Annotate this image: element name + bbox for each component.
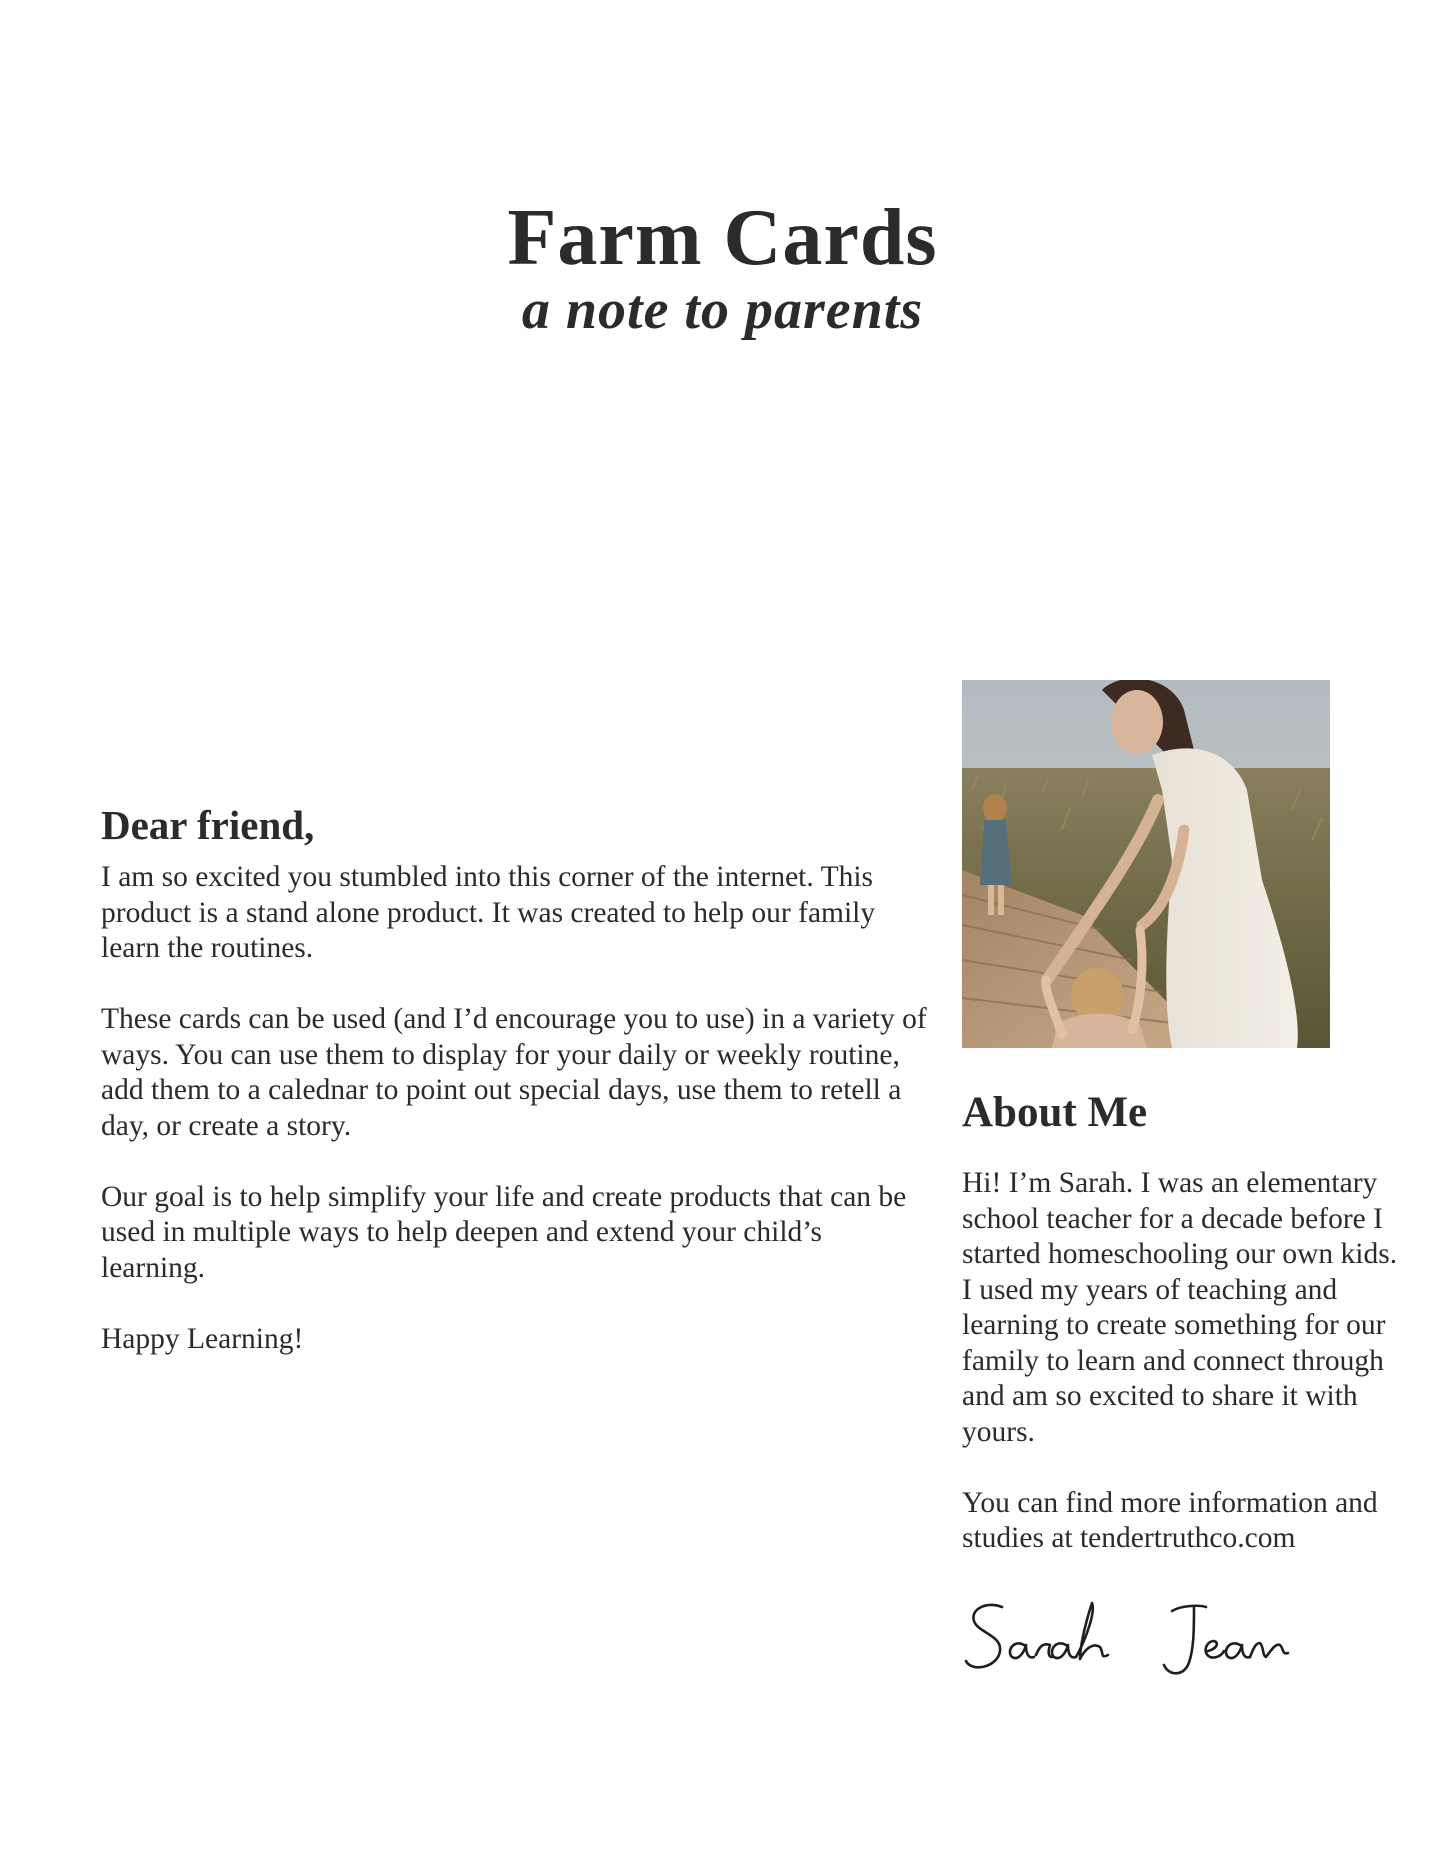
letter-greeting: Dear friend, xyxy=(101,802,315,848)
letter-closing: Happy Learning! xyxy=(101,1322,304,1355)
signature xyxy=(962,1595,1292,1690)
about-paragraph-1: Hi! I’m Sarah. I was an elementary school teacher for a decade before I started homeschooling our own kids. I used my years of teaching and learning to create something for our family to learn and connect through and am so excited to share it with yours. xyxy=(962,1167,1398,1448)
page-title: Farm Cards xyxy=(507,194,938,282)
about-paragraph-2: You can find more information and studies at tendertruthco.com xyxy=(962,1486,1378,1554)
letter-section xyxy=(101,800,931,1393)
about-title: About Me xyxy=(962,1089,1148,1136)
letter-paragraph-1: I am so excited you stumbled into this corner of the internet. This product is a stand alone product. It was created to help our family learn the routines. xyxy=(101,861,876,964)
letter-paragraph-3: Our goal is to help simplify your life and create products that can be used in multiple ways to help deepen and extend your child’s learning. xyxy=(101,1180,907,1284)
page-header xyxy=(0,196,1445,340)
letter-paragraph-2: These cards can be used (and I’d encourage you to use) in a variety of ways. You can use them to display for your daily or weekly routine, add them to a calednar to point out special days, use them to retell a day, or create a story. xyxy=(101,1003,927,1142)
about-sidebar xyxy=(962,680,1402,1690)
family-photo xyxy=(962,680,1330,1048)
page-subtitle: a note to parents xyxy=(521,279,924,341)
